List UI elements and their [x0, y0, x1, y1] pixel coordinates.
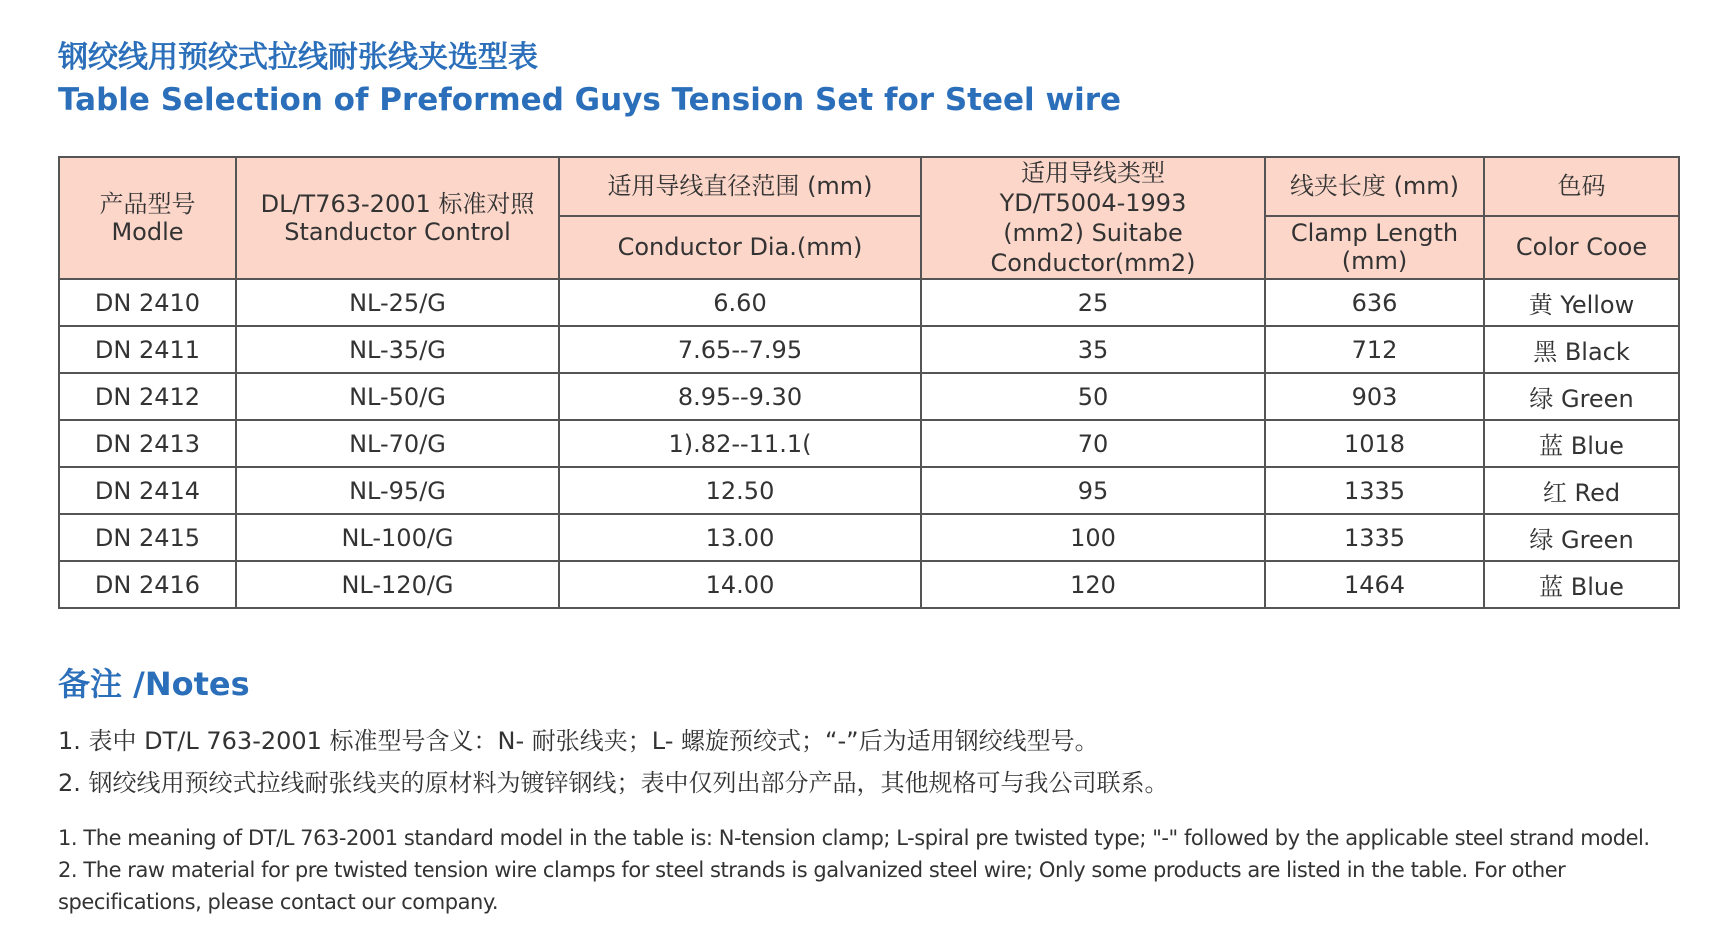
- cell-dia: 14.00: [559, 561, 921, 608]
- cell-model: DN 2411: [59, 326, 236, 373]
- cell-standard: NL-25/G: [236, 279, 559, 326]
- header-color-en: Color Cooe: [1484, 216, 1679, 279]
- cell-section: 120: [921, 561, 1265, 608]
- cell-model: DN 2415: [59, 514, 236, 561]
- header-standard-en: Stanductor Control: [284, 218, 511, 246]
- cell-length: 1464: [1265, 561, 1484, 608]
- cell-color: 黑 Black: [1484, 326, 1679, 373]
- cell-color: 绿 Green: [1484, 514, 1679, 561]
- header-type-line4: Conductor(mm2): [990, 249, 1196, 277]
- table-row: [59, 514, 1679, 561]
- cell-model: DN 2414: [59, 467, 236, 514]
- note-cn-2: 2. 钢绞线用预绞式拉线耐张线夹的原材料为镀锌钢线；表中仅列出部分产品，其他规格可与我公司联系。: [58, 769, 1169, 797]
- header-type-line2: YD/T5004-1993: [999, 189, 1187, 217]
- note-en-2: 2. The raw material for pre twisted tension wire clamps for steel strands is galvanized steel wire; Only some products are listed in the table. For other specifications, please contact our company.: [58, 858, 1566, 914]
- header-model: [59, 157, 236, 279]
- note-en-1: 1. The meaning of DT/L 763-2001 standard model in the table is: N-tension clamp; L-spiral pre twisted type; "-" followed by the applicable steel strand model.: [58, 826, 1650, 850]
- page-title-cn: 钢绞线用预绞式拉线耐张线夹选型表: [58, 40, 538, 75]
- cell-standard: NL-120/G: [236, 561, 559, 608]
- selection-table: [58, 156, 1680, 609]
- cell-length: 712: [1265, 326, 1484, 373]
- table-row: [59, 561, 1679, 608]
- cell-length: 1018: [1265, 420, 1484, 467]
- cell-standard: NL-95/G: [236, 467, 559, 514]
- table-row: [59, 420, 1679, 467]
- header-standard-cn: DL/T763-2001 标准对照: [260, 190, 535, 218]
- cell-length: 903: [1265, 373, 1484, 420]
- cell-section: 50: [921, 373, 1265, 420]
- cell-dia: 1).82--11.1(: [559, 420, 921, 467]
- cell-standard: NL-100/G: [236, 514, 559, 561]
- cell-standard: NL-50/G: [236, 373, 559, 420]
- cell-section: 25: [921, 279, 1265, 326]
- cell-section: 35: [921, 326, 1265, 373]
- cell-section: 95: [921, 467, 1265, 514]
- cell-dia: 13.00: [559, 514, 921, 561]
- header-length-en: [1265, 216, 1484, 279]
- cell-model: DN 2413: [59, 420, 236, 467]
- cell-dia: 6.60: [559, 279, 921, 326]
- header-length-cn: 线夹长度 (mm): [1265, 157, 1484, 216]
- cell-length: 1335: [1265, 514, 1484, 561]
- notes-title: 备注 /Notes: [58, 665, 250, 703]
- cell-standard: NL-70/G: [236, 420, 559, 467]
- cell-dia: 7.65--7.95: [559, 326, 921, 373]
- cell-model: DN 2416: [59, 561, 236, 608]
- table-row: [59, 467, 1679, 514]
- cell-color: 黄 Yellow: [1484, 279, 1679, 326]
- cell-dia: 12.50: [559, 467, 921, 514]
- cell-section: 70: [921, 420, 1265, 467]
- cell-dia: 8.95--9.30: [559, 373, 921, 420]
- header-length-en-line2: (mm): [1341, 247, 1408, 276]
- header-type-line3: (mm2) Suitabe: [1003, 219, 1183, 247]
- header-conductor-type: [921, 157, 1265, 279]
- cell-color: 蓝 Blue: [1484, 420, 1679, 467]
- table-row: [59, 279, 1679, 326]
- cell-standard: NL-35/G: [236, 326, 559, 373]
- header-model-cn: 产品型号: [99, 190, 196, 218]
- cell-length: 1335: [1265, 467, 1484, 514]
- header-type-line1: 适用导线类型: [1021, 159, 1165, 187]
- cell-color: 绿 Green: [1484, 373, 1679, 420]
- table-row: [59, 373, 1679, 420]
- header-standard: [236, 157, 559, 279]
- header-dia-cn: 适用导线直径范围 (mm): [559, 157, 921, 216]
- page-title-en: Table Selection of Preformed Guys Tension Set for Steel wire: [58, 82, 1122, 118]
- cell-model: DN 2412: [59, 373, 236, 420]
- header-color-cn: 色码: [1484, 157, 1679, 216]
- header-length-en-line1: Clamp Length: [1290, 219, 1459, 248]
- cell-model: DN 2410: [59, 279, 236, 326]
- cell-section: 100: [921, 514, 1265, 561]
- note-cn-1: 1. 表中 DT/L 763-2001 标准型号含义：N- 耐张线夹；L- 螺旋预绞式；“-”后为适用钢绞线型号。: [58, 727, 1099, 755]
- cell-length: 636: [1265, 279, 1484, 326]
- cell-color: 蓝 Blue: [1484, 561, 1679, 608]
- header-model-en: Modle: [111, 218, 184, 246]
- header-dia-en: Conductor Dia.(mm): [559, 216, 921, 279]
- table-row: [59, 326, 1679, 373]
- cell-color: 红 Red: [1484, 467, 1679, 514]
